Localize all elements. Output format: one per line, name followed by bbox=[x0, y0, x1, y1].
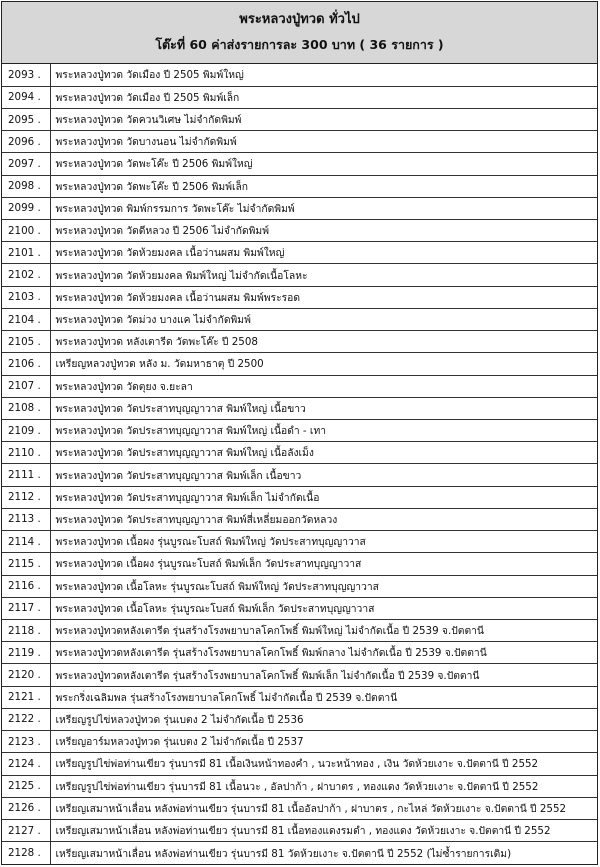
table-row bbox=[2, 64, 597, 86]
item-number: 2100 . bbox=[2, 220, 50, 242]
item-number: 2107 . bbox=[2, 375, 50, 397]
item-number: 2126 . bbox=[2, 797, 50, 819]
item-description: พระหลวงปู่ทวด วัดห้วยมงคล เนื้อว่านผสม พิมพ์ใหญ่ bbox=[50, 242, 597, 264]
table-row bbox=[2, 642, 597, 664]
item-number: 2117 . bbox=[2, 597, 50, 619]
item-description: พระหลวงปู่ทวด วัดบางนอน ไม่จำกัดพิมพ์ bbox=[50, 131, 597, 153]
item-number: 2115 . bbox=[2, 553, 50, 575]
items-table bbox=[2, 64, 597, 864]
table-row bbox=[2, 531, 597, 553]
item-description: พระหลวงปู่ทวด วัดพะโค๊ะ ปี 2506 พิมพ์ใหญ่ bbox=[50, 153, 597, 175]
item-number: 2095 . bbox=[2, 108, 50, 130]
table-row bbox=[2, 486, 597, 508]
item-description: พระหลวงปู่ทวด วัดประสาทบุญญาวาส พิมพ์เล็ก เนื้อขาว bbox=[50, 464, 597, 486]
table-row bbox=[2, 220, 597, 242]
item-description: เหรียญรูปไข่หลวงปู่ทวด รุ่นเบตง 2 ไม่จำกัดเนื้อ ปี 2536 bbox=[50, 708, 597, 730]
item-description: เหรียญเสมาหน้าเลื่อน หลังพ่อท่านเขียว รุ่นบารมี 81 เนื้ออัลปาก้า , ฝาบาตร , กะไหล่ วัดห้วยเงาะ จ.ปัตตานี ปี 2552 bbox=[50, 797, 597, 819]
item-number: 2112 . bbox=[2, 486, 50, 508]
table-row bbox=[2, 286, 597, 308]
table-row bbox=[2, 619, 597, 641]
item-description: พระหลวงปู่ทวด เนื้อโลหะ รุ่นบูรณะโบสถ์ พิมพ์ใหญ่ วัดประสาทบุญญาวาส bbox=[50, 575, 597, 597]
item-number: 2111 . bbox=[2, 464, 50, 486]
table-row bbox=[2, 86, 597, 108]
item-number: 2098 . bbox=[2, 175, 50, 197]
table-row bbox=[2, 797, 597, 819]
item-description: พระหลวงปู่ทวด วัดห้วยมงคล เนื้อว่านผสม พิมพ์พระรอด bbox=[50, 286, 597, 308]
item-description: เหรียญรูปไข่พ่อท่านเขียว รุ่นบารมี 81 เนื้อเงินหน้าทองคำ , นวะหน้าทอง , เงิน วัดห้วยเงาะ จ.ปัตตานี ปี 2552 bbox=[50, 753, 597, 775]
catalog-title: พระหลวงปู่ทวด ทั่วไป bbox=[239, 12, 360, 27]
table-row bbox=[2, 420, 597, 442]
item-number: 2118 . bbox=[2, 619, 50, 641]
item-description: พระกริ่งเฉลิมพล รุ่นสร้างโรงพยาบาลโคกโพธิ์ ไม่จำกัดเนื้อ ปี 2539 จ.ปัตตานี bbox=[50, 686, 597, 708]
item-description: พระหลวงปู่ทวด วัดประสาทบุญญาวาส พิมพ์ใหญ่ เนื้อขาว bbox=[50, 397, 597, 419]
item-number: 2116 . bbox=[2, 575, 50, 597]
table-row bbox=[2, 464, 597, 486]
table-row bbox=[2, 153, 597, 175]
table-row bbox=[2, 664, 597, 686]
item-number: 2120 . bbox=[2, 664, 50, 686]
item-description: พระหลวงปู่ทวด วัดเมือง ปี 2505 พิมพ์ใหญ่ bbox=[50, 64, 597, 86]
item-number: 2113 . bbox=[2, 508, 50, 530]
item-number: 2128 . bbox=[2, 842, 50, 864]
item-description: พระหลวงปู่ทวด พิมพ์กรรมการ วัดพะโค๊ะ ไม่จำกัดพิมพ์ bbox=[50, 197, 597, 219]
table-row bbox=[2, 353, 597, 375]
item-number: 2103 . bbox=[2, 286, 50, 308]
table-row bbox=[2, 264, 597, 286]
item-description: พระหลวงปู่ทวดหลังเตารีด รุ่นสร้างโรงพยาบาลโคกโพธิ์ พิมพ์เล็ก ไม่จำกัดเนื้อ ปี 2539 จ.ปัตตานี bbox=[50, 664, 597, 686]
item-number: 2114 . bbox=[2, 531, 50, 553]
item-number: 2099 . bbox=[2, 197, 50, 219]
item-description: เหรียญหลวงปู่ทวด หลัง ม. วัดมหาธาตุ ปี 2500 bbox=[50, 353, 597, 375]
item-number: 2110 . bbox=[2, 442, 50, 464]
table-row bbox=[2, 686, 597, 708]
item-number: 2097 . bbox=[2, 153, 50, 175]
table-row bbox=[2, 108, 597, 130]
item-description: พระหลวงปู่ทวด วัดพะโค๊ะ ปี 2506 พิมพ์เล็ก bbox=[50, 175, 597, 197]
item-number: 2125 . bbox=[2, 775, 50, 797]
item-number: 2106 . bbox=[2, 353, 50, 375]
item-number: 2102 . bbox=[2, 264, 50, 286]
item-number: 2094 . bbox=[2, 86, 50, 108]
table-row bbox=[2, 842, 597, 864]
table-row bbox=[2, 397, 597, 419]
table-row bbox=[2, 308, 597, 330]
table-row bbox=[2, 375, 597, 397]
table-row bbox=[2, 775, 597, 797]
table-row bbox=[2, 197, 597, 219]
table-row bbox=[2, 331, 597, 353]
table-row bbox=[2, 753, 597, 775]
table-row bbox=[2, 597, 597, 619]
item-description: เหรียญอาร์มหลวงปู่ทวด รุ่นเบตง 2 ไม่จำกัดเนื้อ ปี 2537 bbox=[50, 731, 597, 753]
item-number: 2121 . bbox=[2, 686, 50, 708]
item-description: พระหลวงปู่ทวดหลังเตารีด รุ่นสร้างโรงพยาบาลโคกโพธิ์ พิมพ์ใหญ่ ไม่จำกัดเนื้อ ปี 2539 จ.ปัตตานี bbox=[50, 619, 597, 641]
item-description: เหรียญเสมาหน้าเลื่อน หลังพ่อท่านเขียว รุ่นบารมี 81 วัดห้วยเงาะ จ.ปัตตานี ปี 2552 (ไม่ซ้ำรายการเดิม) bbox=[55, 847, 512, 860]
item-number: 2109 . bbox=[2, 420, 50, 442]
item-number: 2127 . bbox=[2, 819, 50, 841]
item-description: พระหลวงปู่ทวด วัดควนวิเศษ ไม่จำกัดพิมพ์ bbox=[50, 108, 597, 130]
item-description: พระหลวงปู่ทวด วัดประสาทบุญญาวาส พิมพ์สี่เหลี่ยมออกวัดหลวง bbox=[50, 508, 597, 530]
item-number: 2119 . bbox=[2, 642, 50, 664]
item-number: 2123 . bbox=[2, 731, 50, 753]
item-description: เหรียญรูปไข่พ่อท่านเขียว รุ่นบารมี 81 เนื้อนวะ , อัลปาก้า , ฝาบาตร , ทองแดง วัดห้วยเงาะ จ.ปัตตานี ปี 2552 bbox=[50, 775, 597, 797]
item-description: พระหลวงปู่ทวด วัดประสาทบุญญาวาส พิมพ์ใหญ่ เนื้อลังเม็ง bbox=[50, 442, 597, 464]
item-number: 2122 . bbox=[2, 708, 50, 730]
item-description: พระหลวงปู่ทวด วัดประสาทบุญญาวาส พิมพ์เล็ก ไม่จำกัดเนื้อ bbox=[50, 486, 597, 508]
item-description: พระหลวงปู่ทวด วัดม่วง บางแค ไม่จำกัดพิมพ์ bbox=[50, 308, 597, 330]
table-row bbox=[2, 819, 597, 841]
item-number: 2105 . bbox=[2, 331, 50, 353]
items-table-body bbox=[2, 64, 597, 864]
item-number: 2093 . bbox=[2, 64, 50, 86]
table-row bbox=[2, 731, 597, 753]
item-description: เหรียญเสมาหน้าเลื่อน หลังพ่อท่านเขียว รุ่นบารมี 81 เนื้อทองแดงรมดำ , ทองแดง วัดห้วยเงาะ จ.ปัตตานี ปี 2552 bbox=[50, 819, 597, 841]
item-description: พระหลวงปู่ทวด วัดห้วยมงคล พิมพ์ใหญ่ ไม่จำกัดเนื้อโลหะ bbox=[50, 264, 597, 286]
item-description: พระหลวงปู่ทวด วัดประสาทบุญญาวาส พิมพ์ใหญ่ เนื้อดำ - เทา bbox=[50, 420, 597, 442]
item-number: 2108 . bbox=[2, 397, 50, 419]
table-row bbox=[2, 575, 597, 597]
table-row bbox=[2, 175, 597, 197]
catalog-header bbox=[2, 2, 597, 64]
item-number: 2124 . bbox=[2, 753, 50, 775]
item-description: พระหลวงปู่ทวด หลังเตารีด วัดพะโค๊ะ ปี 2508 bbox=[50, 331, 597, 353]
item-number: 2096 . bbox=[2, 131, 50, 153]
catalog-subtitle: โต๊ะที่ 60 ค่าส่งรายการละ 300 บาท ( 36 รายการ ) bbox=[155, 37, 444, 52]
item-description: พระหลวงปู่ทวด วัดเมือง ปี 2505 พิมพ์เล็ก bbox=[50, 86, 597, 108]
table-row bbox=[2, 442, 597, 464]
item-description: พระหลวงปู่ทวด วัดดีหลวง ปี 2506 ไม่จำกัดพิมพ์ bbox=[50, 220, 597, 242]
item-description: พระหลวงปู่ทวดหลังเตารีด รุ่นสร้างโรงพยาบาลโคกโพธิ์ พิมพ์กลาง ไม่จำกัดเนื้อ ปี 2539 จ.ปัตตานี bbox=[50, 642, 597, 664]
catalog-sheet bbox=[1, 1, 598, 865]
table-row bbox=[2, 508, 597, 530]
table-row bbox=[2, 131, 597, 153]
item-number: 2104 . bbox=[2, 308, 50, 330]
table-row bbox=[2, 708, 597, 730]
item-description: พระหลวงปู่ทวด เนื้อผง รุ่นบูรณะโบสถ์ พิมพ์ใหญ่ วัดประสาทบุญญาวาส bbox=[50, 531, 597, 553]
item-description: พระหลวงปู่ทวด เนื้อผง รุ่นบูรณะโบสถ์ พิมพ์เล็ก วัดประสาทบุญญาวาส bbox=[50, 553, 597, 575]
item-description: พระหลวงปู่ทวด วัดตุยง จ.ยะลา bbox=[50, 375, 597, 397]
item-number: 2101 . bbox=[2, 242, 50, 264]
table-row bbox=[2, 242, 597, 264]
item-description: พระหลวงปู่ทวด เนื้อโลหะ รุ่นบูรณะโบสถ์ พิมพ์เล็ก วัดประสาทบุญญาวาส bbox=[50, 597, 597, 619]
table-row bbox=[2, 553, 597, 575]
